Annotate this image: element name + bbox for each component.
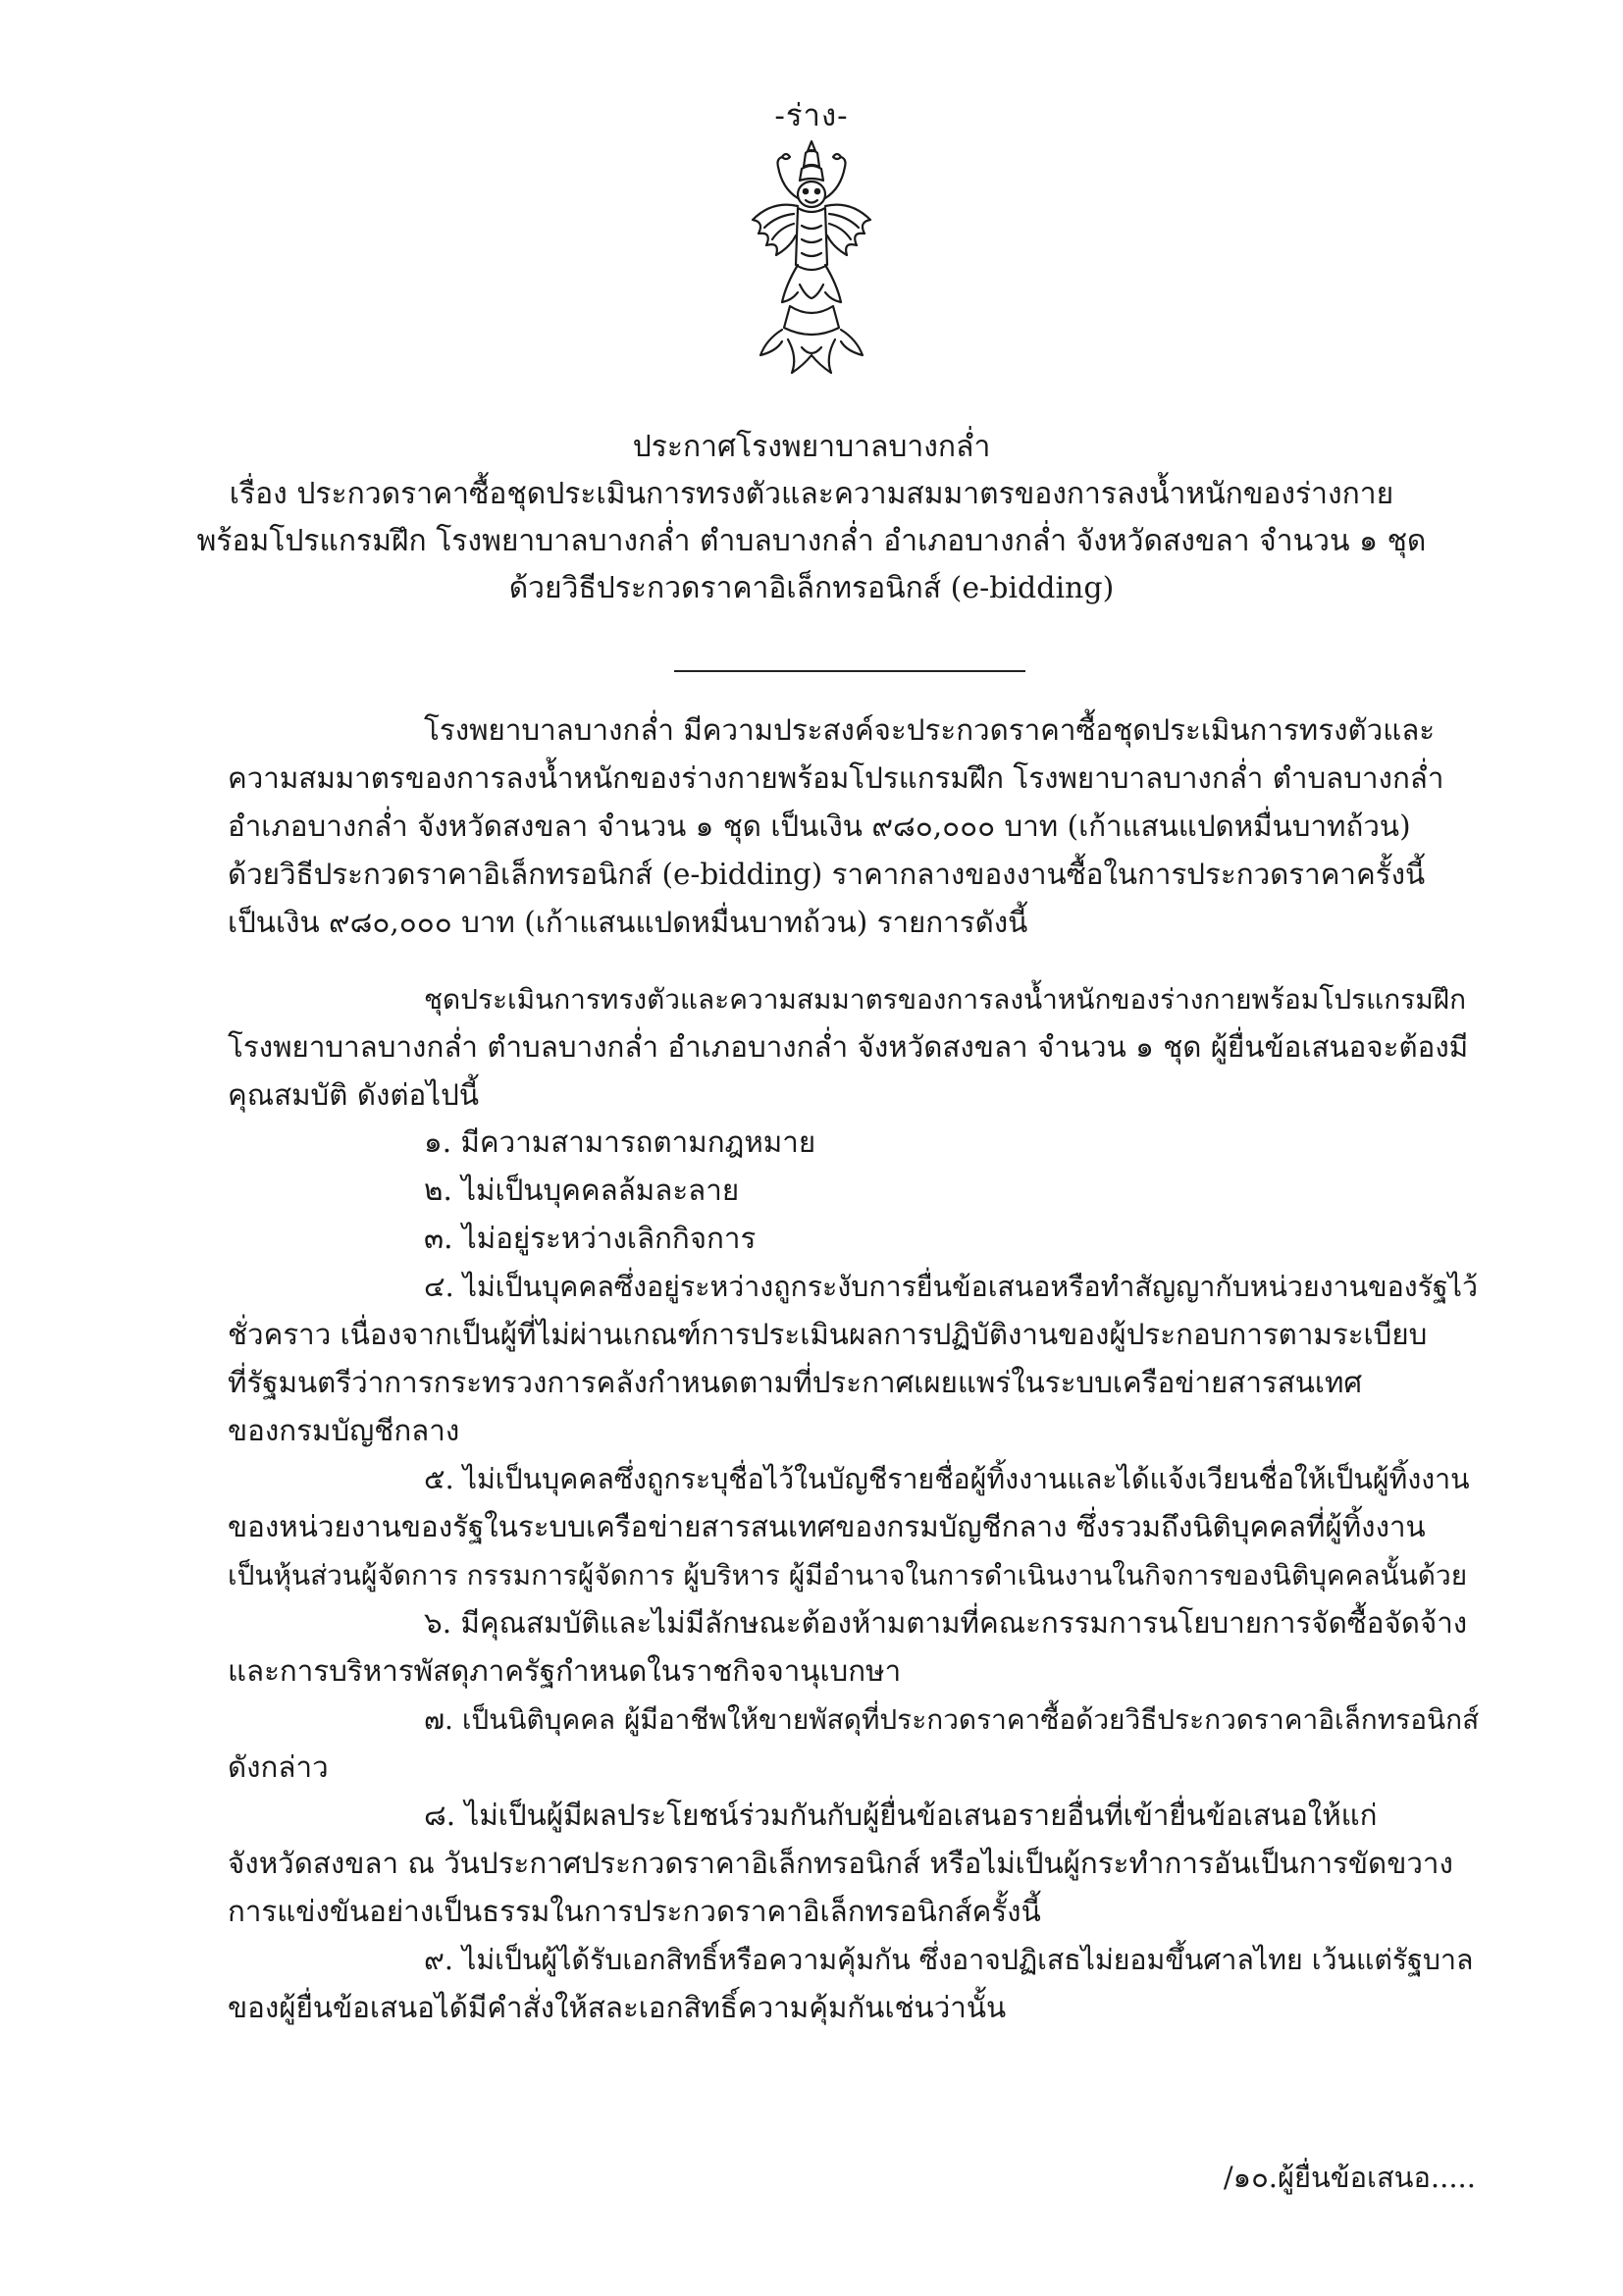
- item-line: ๘. ไม่เป็นผู้มีผลประโยชน์ร่วมกันกับผู้ยื่นข้อเสนอรายอื่นที่เข้ายื่นข้อเสนอให้แก่: [424, 1799, 1378, 1832]
- paragraph-line: โรงพยาบาลบางกล่ำ ตำบลบางกล่ำ อำเภอบางกล่ำ จังหวัดสงขลา จำนวน ๑ ชุด ผู้ยื่นข้อเสนอจะต้องมี: [228, 1030, 1469, 1064]
- heading-divider: [674, 670, 1025, 672]
- item-line: ๔. ไม่เป็นบุคคลซึ่งอยู่ระหว่างถูกระงับการยื่นข้อเสนอหรือทำสัญญากับหน่วยงานของรัฐไว้: [424, 1271, 1478, 1303]
- qualification-item-9: [228, 1936, 1479, 2032]
- announcement-heading: [0, 424, 1623, 612]
- qualification-item-5: [228, 1455, 1479, 1599]
- qualification-item-8: [228, 1792, 1479, 1936]
- paragraph-line: อำเภอบางกล่ำ จังหวัดสงขลา จำนวน ๑ ชุด เป็นเงิน ๙๘๐,๐๐๐ บาท (เก้าแสนแปดหมื่นบาทถ้วน): [228, 809, 1411, 843]
- item-line: จังหวัดสงขลา ณ วันประกาศประกวดราคาอิเล็กทรอนิกส์ หรือไม่เป็นผู้กระทำการอันเป็นการขัดขวาง: [228, 1847, 1453, 1880]
- draft-label: -ร่าง-: [774, 98, 849, 133]
- intro-paragraph: [228, 706, 1479, 947]
- item-line: ๖. มีคุณสมบัติและไม่มีลักษณะต้องห้ามตามที่คณะกรรมการนโยบายการจัดซื้อจัดจ้าง: [424, 1606, 1468, 1640]
- qualification-item-3: ๓. ไม่อยู่ระหว่างเลิกกิจการ: [424, 1222, 757, 1255]
- paragraph-line: โรงพยาบาลบางกล่ำ มีความประสงค์จะประกวดราคาซื้อชุดประเมินการทรงตัวและ: [424, 713, 1436, 747]
- qualification-paragraph: [228, 975, 1479, 1120]
- continuation-note: /๑๐.ผู้ยื่นข้อเสนอ.....: [1223, 2161, 1476, 2194]
- heading-line-issuer: ประกาศโรงพยาบาลบางกล่ำ: [632, 430, 991, 464]
- qualification-item-7: [228, 1696, 1479, 1792]
- item-line: ของผู้ยื่นข้อเสนอได้มีคำสั่งให้สละเอกสิทธิ์ความคุ้มกันเช่นว่านั้น: [228, 1991, 1007, 2024]
- item-line: ของกรมบัญชีกลาง: [228, 1414, 460, 1447]
- qualification-item-2: ๒. ไม่เป็นบุคคลล้มละลาย: [424, 1174, 740, 1207]
- heading-line-subject-cont: พร้อมโปรแกรมฝึก โรงพยาบาลบางกล่ำ ตำบลบางกล่ำ อำเภอบางกล่ำ จังหวัดสงขลา จำนวน ๑ ชุด: [196, 524, 1427, 558]
- paragraph-line: ด้วยวิธีประกวดราคาอิเล็กทรอนิกส์ (e-bidding) ราคากลางของงานซื้อในการประกวดราคาครั้งนี้: [228, 858, 1426, 891]
- paragraph-line: เป็นเงิน ๙๘๐,๐๐๐ บาท (เก้าแสนแปดหมื่นบาทถ้วน) รายการดังนี้: [228, 906, 1028, 939]
- item-line: ๗. เป็นนิติบุคคล ผู้มีอาชีพให้ขายพัสดุที่ประกวดราคาซื้อด้วยวิธีประกวดราคาอิเล็กทรอนิกส์: [424, 1703, 1480, 1736]
- item-line: ของหน่วยงานของรัฐในระบบเครือข่ายสารสนเทศของกรมบัญชีกลาง ซึ่งรวมถึงนิติบุคคลที่ผู้ทิ้งงาน: [228, 1510, 1426, 1543]
- paragraph-line: ชุดประเมินการทรงตัวและความสมมาตรของการลงน้ำหนักของร่างกายพร้อมโปรแกรมฝึก: [424, 983, 1467, 1016]
- heading-line-subject: เรื่อง ประกวดราคาซื้อชุดประเมินการทรงตัวและความสมมาตรของการลงน้ำหนักของร่างกาย: [229, 477, 1394, 511]
- garuda-emblem-icon: [743, 137, 880, 381]
- item-line: ชั่วคราว เนื่องจากเป็นผู้ที่ไม่ผ่านเกณฑ์การประเมินผลการปฏิบัติงานของผู้ประกอบการตามระเบียบ: [228, 1318, 1428, 1351]
- item-line: ที่รัฐมนตรีว่าการกระทรวงการคลังกำหนดตามที่ประกาศเผยแพร่ในระบบเครือข่ายสารสนเทศ: [228, 1366, 1363, 1399]
- qualification-item-4: [228, 1263, 1479, 1455]
- item-line: ๕. ไม่เป็นบุคคลซึ่งถูกระบุชื่อไว้ในบัญชีรายชื่อผู้ทิ้งงานและได้แจ้งเวียนชื่อให้เป็นผู้ทิ้งงาน: [424, 1463, 1470, 1495]
- item-line: ดังกล่าว: [228, 1750, 329, 1784]
- item-line: และการบริหารพัสดุภาครัฐกำหนดในราชกิจจานุเบกษา: [228, 1654, 902, 1688]
- heading-line-method: ด้วยวิธีประกวดราคาอิเล็กทรอนิกส์ (e-bidding): [508, 571, 1115, 605]
- qualification-list: [228, 1119, 1479, 2032]
- paragraph-line: คุณสมบัติ ดังต่อไปนี้: [228, 1078, 479, 1112]
- item-line: เป็นหุ้นส่วนผู้จัดการ กรรมการผู้จัดการ ผู้บริหาร ผู้มีอำนาจในการดำเนินงานในกิจการของนิติบุคคลนั้นด้วย: [228, 1559, 1468, 1592]
- qualification-item-6: [228, 1599, 1479, 1696]
- item-line: การแข่งขันอย่างเป็นธรรมในการประกวดราคาอิเล็กทรอนิกส์ครั้งนี้: [228, 1895, 1041, 1928]
- item-line: ๙. ไม่เป็นผู้ได้รับเอกสิทธิ์หรือความคุ้มกัน ซึ่งอาจปฏิเสธไม่ยอมขึ้นศาลไทย เว้นแต่รัฐบาล: [424, 1944, 1474, 1976]
- paragraph-line: ความสมมาตรของการลงน้ำหนักของร่างกายพร้อมโปรแกรมฝึก โรงพยาบาลบางกล่ำ ตำบลบางกล่ำ: [228, 761, 1444, 795]
- qualification-item-1: ๑. มีความสามารถตามกฎหมาย: [424, 1125, 816, 1159]
